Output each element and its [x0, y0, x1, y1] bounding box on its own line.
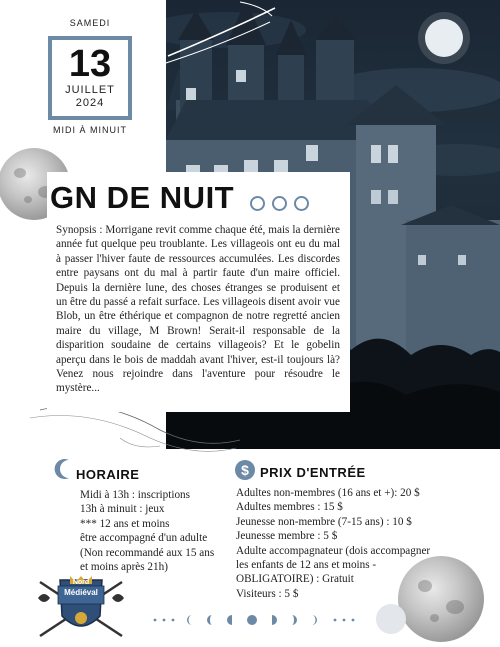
- dot-icon: [163, 619, 166, 622]
- schedule-line: *** 12 ans et moins: [80, 517, 170, 530]
- date-year: 2024: [75, 97, 105, 109]
- schedule-line: 13h à minuit : jeux: [80, 503, 165, 516]
- date-month: JUILLET: [65, 84, 115, 96]
- schedule-line: (Non recommandé aux 15 ans: [80, 546, 215, 559]
- dot-icon: [172, 619, 175, 622]
- dollar-icon: $: [235, 460, 255, 480]
- day-name: SAMEDI: [69, 18, 111, 28]
- logo-text-medieval: Médiéval: [64, 588, 98, 597]
- time-range: MIDI À MINUIT: [53, 125, 127, 135]
- dot-icon: [352, 619, 355, 622]
- schedule-heading: HORAIRE: [76, 467, 140, 482]
- price-line: les enfants de 12 ans et moins -: [236, 559, 377, 572]
- schedule-list: [80, 488, 214, 574]
- date-day-number: 13: [68, 43, 112, 85]
- date-box: [48, 36, 132, 120]
- moon-phases-row: [150, 612, 370, 628]
- price-line: OBLIGATOIRE) : Gratuit: [236, 573, 354, 586]
- price-line: Jeunesse non-membre (7-15 ans) : 10 $: [236, 515, 412, 528]
- schedule-line: Midi à 13h : inscriptions: [80, 489, 191, 501]
- dot-icon: [334, 619, 337, 622]
- dot-icon: [343, 619, 346, 622]
- price-line: Jeunesse membre : 5 $: [236, 530, 338, 543]
- circle-dot-icon: [250, 196, 265, 211]
- moon-bottom-right-icon: [398, 556, 484, 642]
- schedule-line: être accompagné d'un adulte: [80, 532, 208, 545]
- circle-decoration: [376, 604, 406, 634]
- price-line: Adultes membres : 15 $: [236, 501, 343, 514]
- logo-text-nord: Nord: [72, 579, 90, 586]
- circle-dot-icon: [294, 196, 309, 211]
- dot-icon: [154, 619, 157, 622]
- price-line: Visiteurs : 5 $: [236, 587, 299, 600]
- crescent-moon-icon: [54, 458, 76, 480]
- synopsis-text: Synopsis : Morrigane revit comme chaque été, mais la dernière année fut quelque peu troublante. Les villageois ont eu du mal à passer l'hiver faute de ressources accumulées. Les discordes entre paysans ont du mal à partir faute d'un maire officiel. Depuis la dernière lune, des choses étranges se produisent et un être du passé a refait surface. Les villageois disent avoir vue Blob, un être éthérique et compagnon de notre regretté ancien maire du village, M Brown! Serait-il responsable de la disparition soudaine de certains villageois? Et le gobelin aperçu dans le bois de maddah avant l'hiver, est-il toujours là? Venez nous rejoindre dans l'aventure pour résoudre le mystère...: [56, 224, 340, 395]
- circle-dot-icon: [272, 196, 287, 211]
- price-line: Adulte accompagnateur (dois accompagner: [236, 544, 431, 557]
- price-line: Adultes non-membres (16 ans et +): 20 $: [236, 487, 420, 499]
- prices-heading: PRIX D'ENTRÉE: [260, 465, 366, 480]
- page-title: GN DE NUIT: [50, 180, 235, 215]
- schedule-line: et moins après 21h): [80, 561, 168, 574]
